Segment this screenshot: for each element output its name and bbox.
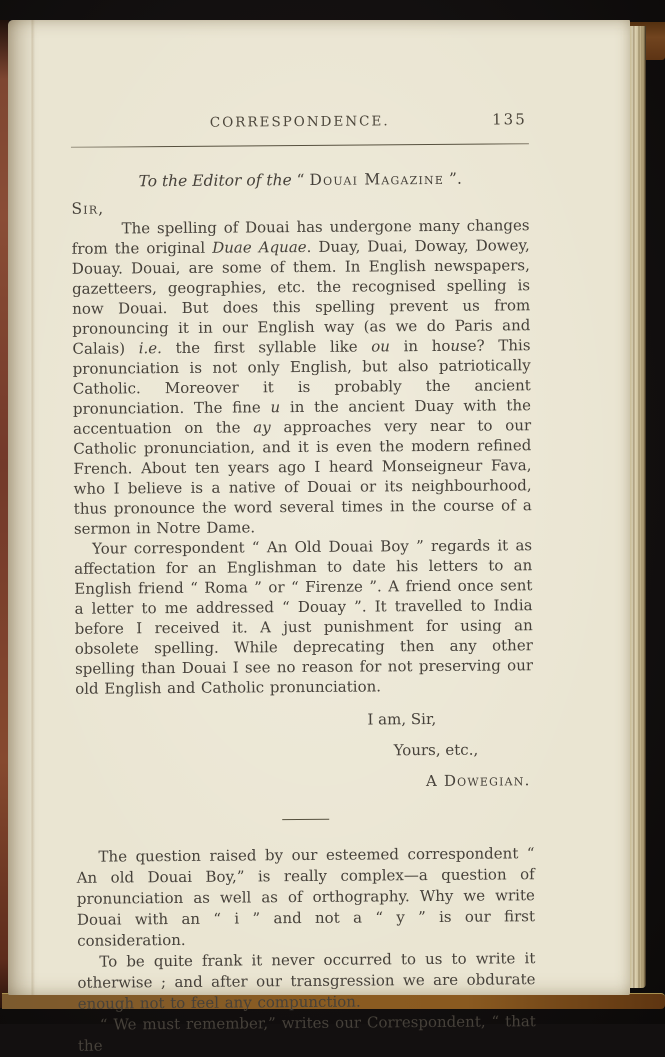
- paragraph: [78, 1011, 536, 1057]
- stacked-page-edges: [629, 26, 646, 988]
- header-rule: [71, 143, 529, 148]
- section-divider-rule: [282, 819, 329, 820]
- running-head-title: CORRESPONDENCE.: [209, 113, 390, 131]
- closing-line-2: Yours, etc.,: [393, 740, 479, 760]
- text-run: To the Editor of the: [138, 171, 297, 191]
- text-run: i.e.: [138, 339, 162, 358]
- text-run: the first syllable like: [161, 337, 372, 358]
- text-run: u: [270, 398, 281, 417]
- text-run: Duae Aquae: [212, 237, 307, 257]
- letter-body: [71, 215, 533, 699]
- text-run: ou: [371, 337, 390, 356]
- page-content: [70, 18, 536, 1057]
- paragraph: [74, 535, 533, 699]
- text-run: “ We must remember,” writes our Correspondent, “ that the: [77, 1012, 536, 1055]
- book-page: [8, 20, 630, 1055]
- text-run: To be quite frank it never occurred to us to write it otherwise ; and after our transgression we are obdurate enough not to feel any compunction.: [77, 949, 536, 1013]
- letter-salutation: [71, 168, 529, 192]
- paragraph: [77, 948, 535, 1015]
- paragraph: [76, 843, 535, 952]
- text-run: ”.: [444, 169, 462, 188]
- text-run: “: [296, 170, 310, 190]
- text-run: Douai Magazine: [309, 169, 445, 189]
- text-run: se? This pronunciation is not only English, but also patriotically Catholic. Moreover it is probably the ancient pronunciation. The fine: [72, 336, 531, 418]
- text-run: The spelling of Douai has undergone many changes from the original: [71, 216, 530, 258]
- text-run: Your correspondent “ An Old Douai Boy ” regards it as affectation for an Englishman to date his letters to an English friend “ Roma ” or “ Firenze ”. A friend once sent a letter to me addressed “ Douay ”. It travelled to India before I received it. A just punishment for using an obsolete spelling. While deprecating then any other spelling than Douai I see no reason for not preserving our old English and Catholic pronunciation.: [74, 536, 534, 698]
- text-run: . Duay, Duai, Doway, Dowey, Douay. Douai, are some of them. In English newspapers, gazetteers, geographies, etc. the recognised spelling is now Douai. But does this spelling prevent us from pronouncing it in our English way (as we do Paris and Calais): [71, 236, 531, 358]
- running-head: [71, 110, 529, 134]
- text-run: The question raised by our esteemed correspondent “ An old Douai Boy,” is really complex—a question of pronunciation as well as of orthography. Why we write Douai with an “ i ” and not a “ y ” is our first consideration.: [76, 844, 536, 950]
- closing-line-1: I am, Sir,: [367, 709, 437, 729]
- text-run: u: [450, 336, 461, 355]
- letter-opening: Sir,: [71, 199, 105, 218]
- text-run: ay: [253, 418, 271, 437]
- letter-signature: A Dowegian.: [425, 771, 531, 791]
- text-run: in the ancient Duay with the accentuation on the: [73, 396, 532, 438]
- editorial-reply: [76, 843, 536, 1057]
- text-run: in ho: [389, 336, 451, 356]
- paragraph: [71, 215, 531, 539]
- text-run: approaches very near to our Catholic pronunciation, and it is even the modern refined French. About ten years ago I heard Monseigneur Fava, who I believe is a native of Douai or its neighbourhood, thus pronounce the word several times in the course of a sermon in Notre Dame.: [73, 416, 532, 538]
- page-number: 135: [492, 110, 527, 129]
